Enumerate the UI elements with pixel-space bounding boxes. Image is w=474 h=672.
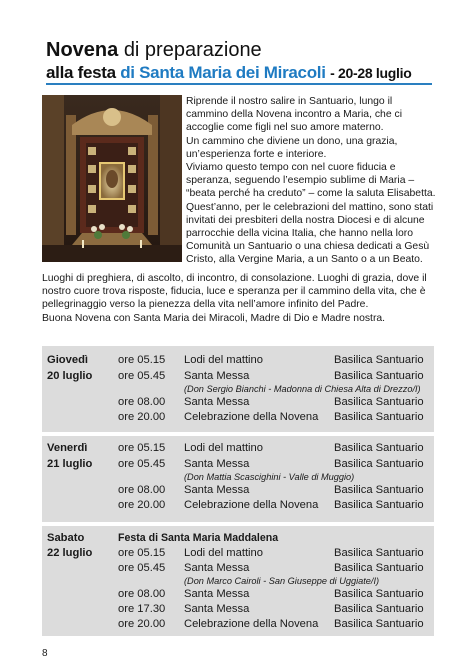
schedule-event: Santa Messa (184, 484, 250, 496)
schedule-place: Basilica Santuario (334, 442, 424, 454)
schedule-feast: Festa di Santa Maria Maddalena (118, 532, 279, 544)
schedule-date: 21 luglio (47, 458, 93, 470)
schedule-event: Santa Messa (184, 458, 250, 470)
body-text (42, 272, 438, 325)
schedule-place: Basilica Santuario (334, 354, 424, 366)
schedule-place: Basilica Santuario (334, 370, 424, 382)
schedule-time: ore 20.00 (118, 411, 166, 423)
intro-paragraph: Un cammino che diviene un dono, una grazia, un’esperienza forte e interiore. (186, 135, 398, 160)
altar-photo (42, 95, 182, 262)
schedule-time: ore 08.00 (118, 484, 166, 496)
body-paragraph: Luoghi di preghiera, di ascolto, di incontro, di consolazione. Luoghi di grazia, dove il nostro cuore trova risposte, fiducia, luce e speranza per il cammino della vita, che è pellegrinaggio verso la pienezza della vita nell’amore infinito del Padre. (42, 273, 427, 311)
schedule-block-saturday (42, 526, 434, 636)
schedule-event: Lodi del mattino (184, 442, 263, 454)
title-part-b: di Santa Maria (120, 63, 232, 82)
title-underline (46, 83, 432, 85)
schedule-place: Basilica Santuario (334, 562, 424, 574)
schedule-place: Basilica Santuario (334, 458, 424, 470)
schedule-time: ore 05.45 (118, 562, 166, 574)
schedule-event: Celebrazione della Novena (184, 411, 319, 423)
schedule-time: ore 05.15 (118, 547, 166, 559)
schedule-event: Santa Messa (184, 396, 250, 408)
schedule-place: Basilica Santuario (334, 484, 424, 496)
schedule-time: ore 05.45 (118, 370, 166, 382)
intro-paragraph: Quest’anno, per le celebrazioni del mattino, sono stati invitati dei presbiteri della nostra Diocesi e di alcune parrocchie della vicina Italia, che hanno nella loro Comunità un Santuario o una chiesa dedicati a Gesù Cristo, alla Vergine Maria, a un Santo o a un Beato. (186, 201, 434, 266)
body-paragraph: Buona Novena con Santa Maria dei Miracoli, Madre di Dio e Madre nostra. (42, 312, 386, 324)
schedule-event: Santa Messa (184, 603, 250, 615)
schedule-place: Basilica Santuario (334, 603, 424, 615)
title-part-a: alla festa (46, 63, 116, 82)
schedule-event: Santa Messa (184, 588, 250, 600)
schedule-time: ore 08.00 (118, 588, 166, 600)
schedule-place: Basilica Santuario (334, 547, 424, 559)
title-line-1 (46, 38, 436, 62)
schedule-event: Santa Messa (184, 562, 250, 574)
schedule-place: Basilica Santuario (334, 499, 424, 511)
schedule-block-friday (42, 436, 434, 522)
schedule-time: ore 20.00 (118, 499, 166, 511)
schedule-time: ore 20.00 (118, 618, 166, 630)
title-dates: - 20-28 luglio (330, 65, 412, 81)
schedule-day: Venerdì (47, 442, 88, 454)
schedule-day: Sabato (47, 532, 85, 544)
intro-paragraph: Viviamo questo tempo con nel cuore fiducia e speranza, seguendo l’esempio sublime di Maria – “beata perché ha creduto” – come la saluta Elisabetta. (186, 162, 436, 200)
schedule-place: Basilica Santuario (334, 396, 424, 408)
schedule-time: ore 08.00 (118, 396, 166, 408)
schedule-note: (Don Marco Cairoli - San Giuseppe di Uggiate/I) (184, 576, 380, 586)
title-bold: Novena (46, 39, 119, 61)
schedule-date: 20 luglio (47, 370, 93, 382)
schedule-time: ore 05.45 (118, 458, 166, 470)
schedule-place: Basilica Santuario (334, 588, 424, 600)
schedule-place: Basilica Santuario (334, 618, 424, 630)
schedule-block-thursday (42, 346, 434, 432)
schedule-note: (Don Mattia Scascighini - Valle di Muggio) (184, 472, 355, 482)
schedule-date: 22 luglio (47, 547, 93, 559)
schedule-event: Celebrazione della Novena (184, 499, 319, 511)
title-part-c: dei Miracoli (235, 63, 326, 82)
schedule-time: ore 05.15 (118, 354, 166, 366)
intro-text (186, 95, 436, 267)
schedule-day: Giovedì (47, 354, 89, 366)
schedule-note: (Don Sergio Bianchi - Madonna di Chiesa Alta di Drezzo/I) (184, 384, 421, 394)
schedule-event: Lodi del mattino (184, 547, 263, 559)
title-line-2 (46, 62, 436, 84)
schedule-event: Celebrazione della Novena (184, 618, 319, 630)
schedule-time: ore 17.30 (118, 603, 166, 615)
page-title (46, 38, 436, 84)
title-rest: di preparazione (123, 39, 262, 61)
schedule-time: ore 05.15 (118, 442, 166, 454)
schedule-place: Basilica Santuario (334, 411, 424, 423)
schedule-event: Santa Messa (184, 370, 250, 382)
page-number: 8 (42, 648, 48, 659)
intro-paragraph: Riprende il nostro salire in Santuario, lungo il cammino della Novena incontro a Maria, che ci accoglie come figli nel suo amore materno. (186, 96, 402, 134)
schedule-event: Lodi del mattino (184, 354, 263, 366)
